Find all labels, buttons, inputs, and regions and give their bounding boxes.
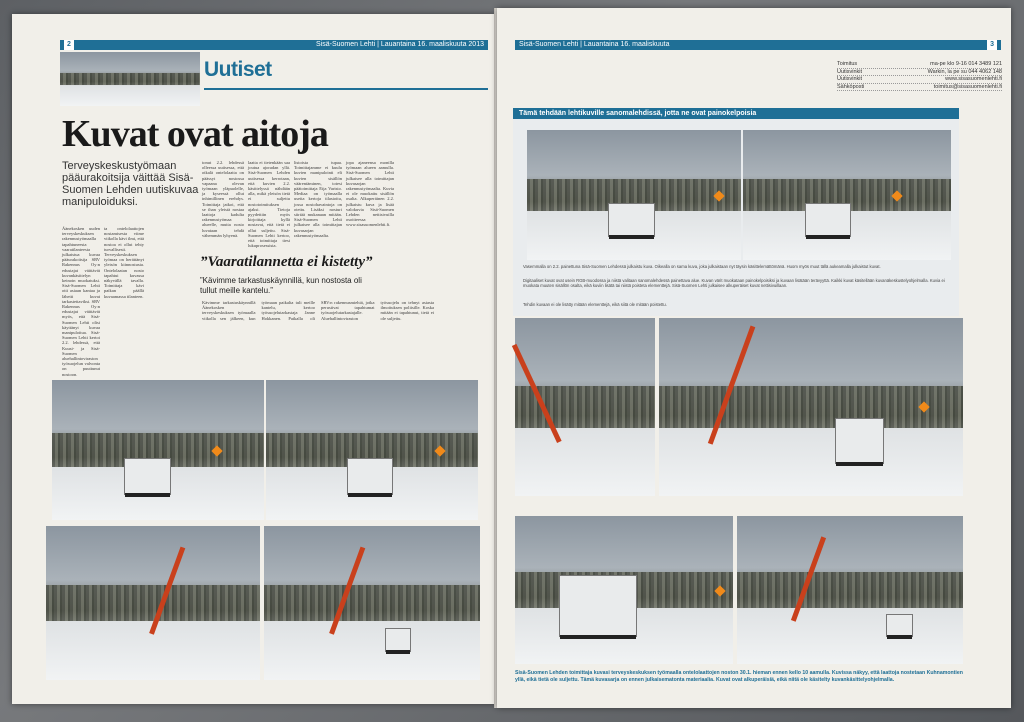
left-page-number: 2: [64, 40, 74, 50]
subheadline: ”Vaaratilannetta ei kistetty”: [200, 254, 373, 270]
section-title: Uutiset: [204, 58, 272, 81]
right-page-header-text: Sisä-Suomen Lehti | Lauantaina 16. maaliskuuta: [519, 41, 670, 48]
photo-published-version: [527, 130, 741, 260]
body-column-2: ta ontelolaattojen nostamisesta viime viikolla kävi ilmi, että nostoa ei ollut tehty turvallisesti. Terveyskeskuksen työmaa on herättänyt yleisön kiinnostusta. Ontelolaatan nosto tapahtui kuvassa näkyvällä tavalla. Toimittaja kävi paikan päällä kuvaamassa tilanteen.: [104, 226, 144, 299]
trees-shape: [60, 73, 200, 86]
photo-crane-lift-2: [264, 526, 480, 680]
body-column-6: jopa ajaneensa monilla työmaan alueen aamulla. Sisä-Suomen Lehti julkaisee alla toimittajan kuvasarjan rakennustyömaalta. Kuvia ei ole muokattu sisällön osalta. Alkuperäinen 2.2. julkaistu kuva ja lisää valokuvia Sisä-Suomen Lehden nettisivuilla osoitteessa www.sisasuomenlehti.fi.: [346, 160, 394, 228]
caption-bottom: Sisä-Suomen Lehden toimittaja kuvasi terveyskeskuksen työmaalla ontelolaattojen noston 30.1. hieman ennen kello 10 aamulla. Kuvissa näkyy, että laattoja nostetaan Kuhnamontien yllä, eikä tietä ole suljettu. Tämä kuvasarja on ennen julkaisematonta materiaalia. Kuvat ovat alkuperäisiä, eikä niitä ole käsitelty kuvankäsittelyohjelmalla.: [515, 670, 963, 683]
photo-truck-crane-2: [266, 380, 478, 520]
truck-shape: [124, 458, 171, 494]
photo-crane-road: [737, 516, 963, 664]
contact-info-box: [837, 61, 1002, 101]
info-row: Sähköposti toimitus@sisasuomenlehti.fi: [837, 83, 1002, 90]
body-column-1: Äänekosken uuden terveyskeskuksen rakennustyömaalla tapahtuneesta vaaratilanteesta julkaistua kuvaa pääurakoitsija SRV Rakennus Oy:n edustajat väittävät kuvankäsittelyn keinoin muokatuksi. Sisä-Suomen Lehti otti asiaan kantaa ja lähetti kuvat tarkastettaviksi. SRV Rakennus Oy:n edustajat väittävät myös, että Sisä-Suomen Lehti olisi käyttänyt kuvaa manipuloitua. Sisä-Suomen Lehti kertoi 2.2. lehdessä, että Kuusi- ja Sisä-Suomen aluehallintoviraston työsuojelun valvonta on puuttunut nostoon.: [62, 226, 100, 377]
photo-crane-truck-wide: [659, 318, 963, 496]
body-column-bottom: Kävimme tarkastuskäynnillä Äänekosken terveyskeskuksen työmaalla viikolla sen jälkeen, kun työmaan paikalta tuli meille kantelu, kertoo työsuojelutarkastaja Janne Hokkanen. Paikalla oli SRV:n rakennusmiehiä, jotka perustivat tapahtumat työsuojelutarkastajalle. Aluehallintoviraston työsuojelu on tehnyt asiasta ilmoituksen poliisille. Koska mitään ei tapahtunut, tietä ei ole suljettu.: [202, 300, 434, 321]
right-page-header: [515, 40, 1001, 50]
info-row: Toimitus ma-pe klo 9-16 014 3489 121: [837, 61, 1002, 67]
pull-quote: ”Kävimme tarkastuskäynnillä, kun nostosta oli tullut meille kantelu.”: [200, 276, 362, 295]
body-column-4: laatta ei tietenkään saa joutua ajoradan yllä. Sisä-Suomen Lehden uutisessa kerrotaan, että kuvien 2.2. käsittelyssä nähdään alla, mikä yleisön tietä ei suljettu nostotoimituksen ajaksi. Tietoja pyydettiin myös kirjoittaja kyllä nostavat, että tietä ei ollut suljettu. Sisä-Suomen Lehti kertoo, että toimittaja tiesi lukuprosessista.: [248, 160, 290, 249]
photo-crane-tall: [515, 318, 655, 496]
photo-original-version: [743, 130, 951, 260]
photo-crane-lift-1: [46, 526, 260, 680]
section-rule: [204, 88, 488, 90]
body-column-3: tonut 2.2. lehdessä olleessa uutisessa, että otkalä ontelolaatta on päässyt nostossa vapaana olevan työmaan yläpuolelle, ja kyseessä ollut inhimillinen erehdys. Toimittaja jatkoi, että se ihan yleistä nostaa laattoja kadulta rakennustyömaa alueelle, mutta nosto luvataan tehdä vähemmän lyhyenä.: [202, 160, 244, 238]
photo-truck-crane-1: [52, 380, 264, 520]
left-page-header: [60, 40, 488, 50]
masthead-photo: [60, 52, 200, 106]
info-row: Uutisvinkit www.sisasuomenlehti.fi: [837, 76, 1002, 82]
lead-paragraph: Terveyskeskustyömaan pääurakoitsija väittää Sisä-Suomen Lehden uutiskuvaa manipuloiduksi.: [62, 160, 199, 208]
caption-middle: Digitaaliset kuvat ovat usein RGB-muodossa ja niistä valitaan sanomalehdessä painettava alue. Kuvan värit muokataan painokelpoisiksi ja kuvaan lisätään terävyyttä. Kaikki kuvat käsitellään kuvanäkeskustelyohjelmalla. Kuvia ei muokata muuten sisällön osalta, eikä kuviin lisätä tai niistä poisteta elementtejä. Sisä-Suomen Lehti julkaisee alkuperäiset kuvat nettisivuillaan.: [523, 278, 945, 288]
photo-band-title: Tämä tehdään lehtikuville sanomalehdissä, jotta ne ovat painokelpoisia: [513, 108, 959, 119]
left-newspaper-page: [12, 14, 496, 704]
caption-top: Vasemmalla on 2.2. painettuna Sisä-Suomen Lehdessä julkaistu kuva. Oikealla on sama kuva, joka julkaistaan nyt täysin käsittelemättömänä. Huom myös muut tällä aukeamalla julkaistut kuvat.: [523, 264, 881, 269]
photo-truck-closeup: [515, 516, 733, 664]
info-row: Uutisvinkit Warkin, la pe su 044 4062 148: [837, 68, 1002, 75]
body-column-5: listoista tupaa. Toimittajamme ei kuulu kuvien manipulointi eli kuvien sisällön väärentäminen, totesi päätoimittaja Eija Varisto. Mediaa on työmaalla useita kertoja tilastoitu, jossa nostohavaintoja on otettu. Lisäksi nosturi siirtää mukanaan mitään. Sisä-Suomen Lehti julkaisee alla toimittajan kuvasarjan rakennustyömaalta.: [294, 160, 342, 238]
left-page-header-text: Sisä-Suomen Lehti | Lauantaina 16. maaliskuuta 2013: [316, 41, 484, 48]
right-page-number: 3: [987, 40, 997, 50]
right-newspaper-page: [497, 8, 1011, 708]
caption-tip: Tehdin kuvaan ei ole lisätty mitään elementtejä, eikä siitä ole mitään poistettu.: [523, 302, 667, 307]
headline: Kuvat ovat aitoja: [62, 113, 328, 155]
